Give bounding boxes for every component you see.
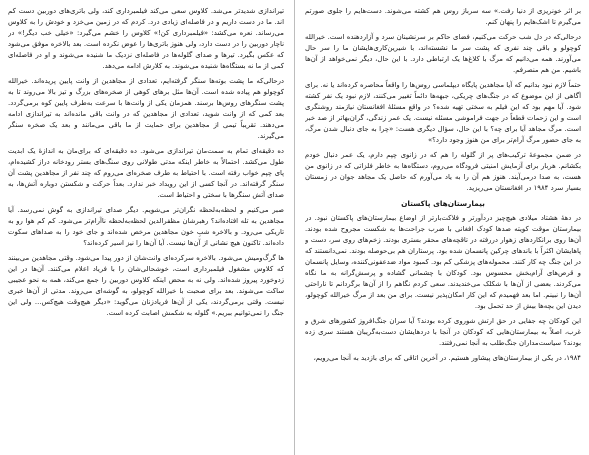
right-paragraph-2: درحالی‌که در دل شب حرکت می‌کنیم، فضای حاکم بر سرنشینان سرد و آزاردهنده است. خیرالله کوچولو و باقی چند نفری که پشت سر ما نشسته‌اند، با شیرین‌کاری‌هایشان ما را سر حال می‌آورند. همه می‌دانیم که مرگ با کلاغ‌ها یک ارتباطی دارد. با این حال، دیگر نمی‌خواهد از آن‌ها باشیم. من هم منصرفم. [305,33,581,74]
left-page [8,6,284,452]
right-page [305,6,581,452]
section-heading: بیمارستان‌های پاکستان [401,199,485,208]
right-paragraph-6: این کودکان چه جفایی در حق ارتش شوروی کرده بودند؟ آیا سران جنگ‌افروز کشورهای شرق و غرب، اصلاً به بیمارستان‌هایی که کودکان در آنجا با دردهایشان دست‌به‌گریبان هستند سری زده بودند؟ سیاست‌مداران جنگ‌طلب به آنجا نمی‌رفتند. [305,317,581,347]
right-paragraph-5: در دههٔ هشتاد میلادی هیچ‌چیز دردآورتر و فلاکت‌بارتر از اوضاع بیمارستان‌های پاکستان نبود. در بیمارستان موقت کویته صدها کودک افغانی با ضرب جراحت‌ها به شکست مجروح شده بودند. آن‌ها روی برانکاردهای زهوار دررفته در تاقچه‌های محقر بستری بودند. زخم‌های روی سر، دست و پاهایشان اکثراً با باندهای چرکین پانسمان شده بود. پرستاران هم بی‌حوصله بودند. نمی‌دانستند که در این جنگ چه کار کنند. محموله‌های پزشکی کم بود. کمبود مواد ضدعفونی‌کننده، وسایل پانسمان و قرص‌های آرام‌بخش محسوس بود. کودکان با چشمانی گشاده و پرسش‌گرانه به ما نگاه می‌کردند. بعضی از آن‌ها با شکلک می‌خندیدند. سعی کردم نگاهم را از آن‌ها برگردانم تا ناراحتی آن‌ها را نبینم. اما بعد فهمیدم که این کار امکان‌پذیر نیست. برای من بعد از مرگ خیرالله کوچولو، دیدن این بچه‌ها بیش از حد تحمل بود. [305,214,581,310]
left-paragraph-3: ده دقیقه‌ای تمام به سمت‌مان تیراندازی می‌شود. ده دقیقه‌ای که برای‌مان به اندازهٔ یک ابدیت طول می‌کشد. احتمالاً به خاطر اینکه مدتی طولانی روی سنگ‌های بستر رودخانه دراز کشیده‌ام، پای چپم خواب رفته است. با احتیاط به طرف صخره‌ای می‌روم که چند نفر از مجاهدین پشت آن سنگر گرفته‌اند. در آنجا کسی از این رویداد خبر ندارد. بعداً حرکت و شکستن دوباره آتش‌ها، به صدای آتش سنگرها با سختی و احتیاط است. [8,147,284,199]
left-paragraph-5: ها گرگ‌ومیش می‌شود. بالاخره سرکرده‌ای وانت‌شان از دور پیدا می‌شود. وقتی مجاهدین می‌بینند که کلاوس مشغول فیلمبرداری است، خوشحالی‌شان را با فریاد اعلام می‌کنند. آن‌ها در این زدوخورد پیروز شده‌اند. ولی نه به محض اینکه کلاوس دوربین را جمع می‌کند، همه به نحو عجیبی ساکت می‌شوند. بعد برای صحبت با خیرالله کوچولو، به گوشه‌ای می‌روند. مدتی از آن‌ها خبری نیست. وقتی برمی‌گردند، یکی از آن‌ها فریادزنان می‌گوید: «دیگر هیچ‌وقت هیچ‌کس... ولی این جنگ را نمی‌توانیم ببریم.» گلوله به شکمش اصابت کرده است. [8,254,284,317]
left-paragraph-4: صبر می‌کنیم و لحظه‌به‌لحظه نگران‌تر می‌شویم. دیگر صدای تیراندازی به گوش نمی‌رسد. آیا مجاهدین به تله افتاده‌اند؟ رهبرشان مظفرالدین لحظه‌به‌لحظه ناآرام‌تر می‌شود. کم کم هوا رو به تاریکی می‌رود. و بالاخره شبِ خون مجاهدین مرخص شده‌اند و جای خود را به صداهای سکوت داده‌اند. تاکنون هیچ نشانی از آن‌ها نیست. آیا آن‌ها را نیز اسیر کرده‌اند؟ [8,206,284,247]
right-paragraph-1: بر اثر خونریزی از دنیا رفت.» سه سرباز روس هم کشته می‌شوند. دست‌هایم را جلوی صورتم می‌گیرم تا اشک‌هایم را پنهان کنم. [305,7,581,26]
right-paragraph-3: حتماً لازم نبود بدانیم که آیا مجاهدین پایگاه دیپلماسی روس‌ها را واقعاً محاصره کرده‌اند یا نه. برای آگاهی از این موضوع که در جنگ‌های چریکی، جبهه‌ها دائماً تغییر می‌کنند، لازم نبود یک نفر کشته شود. آیا مهم بود که این فیلم به سختی تهیه شده؟ در واقع مسئلهٔ افغانستان نیازمند روشنگری است و این زحمات قطعاً در جهت فراموشی مسئله نیست. یک عمر زندگی، گران‌بهاتر از صد خبر است. مرگ مجاهد آیا برای چه؟ با این حال، سؤال دیگری هست: «چرا به جای دنبال شدن مرگ، به جای حضور مرگ آرام‌تر برای من هنوز وجود دارد؟» [305,81,581,144]
page-gutter-divider [294,0,295,455]
right-paragraph-7: ۱۹۸۴، در یکی از بیمارستان‌های پیشاور هستیم. در آخرین اتاقی که برای بازدید به آنجا می‌رویم، [313,354,581,362]
left-paragraph-2: درحالی‌که ما پشت بوته‌ها سنگر گرفته‌ایم، تعدادی از مجاهدین از وانت پایین پریده‌اند. خیرالله کوچولو هم پیاده شده است. آن‌ها مثل برهای کوهی از صخره‌های بزرگ و تیز بالا می‌روند تا به پشت سنگرهای روس‌ها برسند. همزمان یکی از وانت‌ها با سرعت به‌طرف پایین کوه برمی‌گردد. بعد کمی که از وانت شوید، تعدادی از مجاهدین که در وانت باقی مانده‌اند به تیراندازی ادامه می‌دهند. تقریباً تیمی از مجاهدین برای حمایت از ما باقی می‌مانند و بعد یک صخره سنگر می‌گیرند. [8,77,284,140]
right-paragraph-4: در ضمن مجموعهٔ ترکیب‌های پر از گلوله را هم که در زانوی چپم دارم، یک عمر دنبال خودم بکشانم. هربار برای آزمایش امنیتی فرودگاه می‌روم، دستگاه‌ها به خاطر فلزاتی که در زانوی من هست، به صدا درمی‌آیند. هنوز هم آن را به یاد می‌آورم که حاصل یک مجاهد جوان در زمستان بسیار سرد ۱۹۸۴ در افغانستان می‌ریزید. [305,151,581,192]
left-paragraph-1: تیراندازی شدیدتر می‌شد. کلاوس سعی می‌کند فیلمبرداری کند، ولی باتری‌های دوربین دست کم اند. ما در دست داریم و در فاصله‌ای زیادی درد. کردم که در زمین می‌خزد و خودش را به کلاوس می‌رساند. نعره می‌کشد: «فیلمبرداری کن!» کلاوس را خشم می‌گیرد: «خیلی خب دیگر!» در ناچار دوربین را در دست دارد، ولی هنوز باتری‌ها را عوض نکرده است. بعد بالاخره موفق می‌شود که عکس بگیرد. تیرها و صدای گلوله‌ها در فاصله‌ای نزدیک ما شنیده می‌شوند و او در فاصله‌ای کمی از ما نه بستگاه‌ها شنیده می‌شوند. به کلارش ادامه می‌دهد. [8,7,284,70]
